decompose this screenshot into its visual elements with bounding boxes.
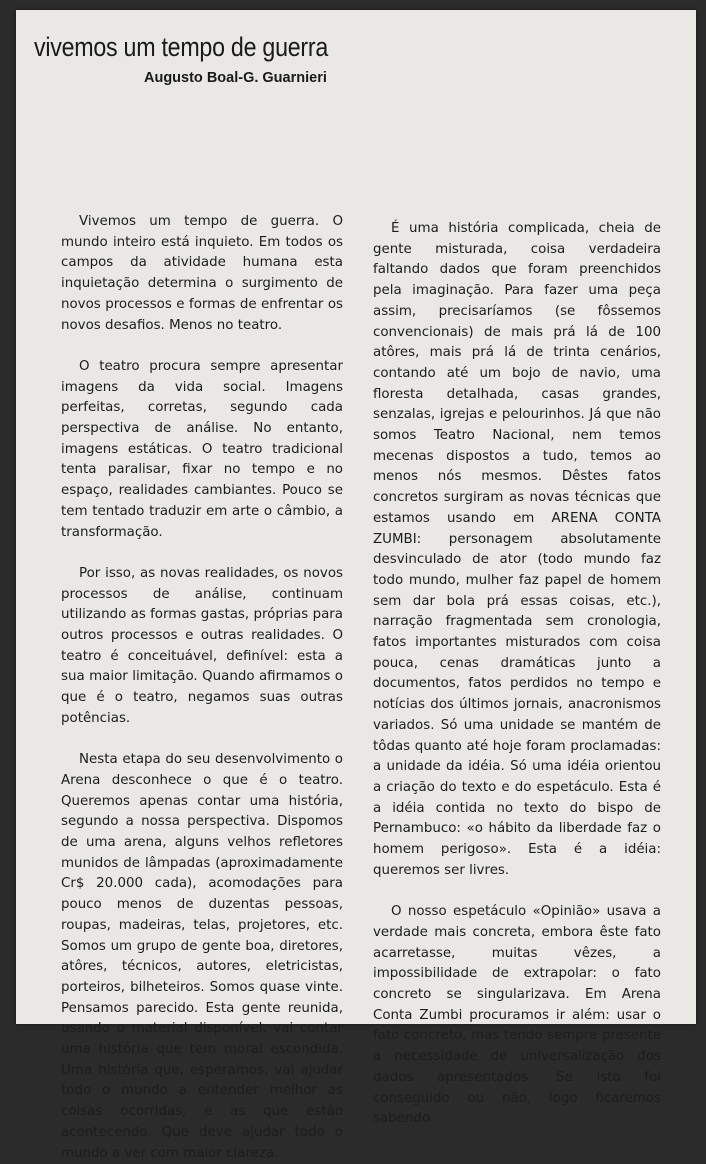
left-column — [61, 212, 343, 1164]
paragraph: O teatro procura sempre apresentar imagens da vida social. Imagens perfeitas, corretas, segundo cada perspectiva de análise. No entanto, imagens estáticas. O teatro tradicional tenta paralisar, fixar no tempo e no espaço, realidades cambiantes. Pouco se tem tentado traduzir em arte o câmbio, a transformação. — [61, 358, 343, 540]
right-column — [373, 219, 661, 1130]
paragraph: Por isso, as novas realidades, os novos processos de análise, continuam utilizando as formas gastas, próprias para outros processos e outras realidades. O teatro é conceituável, definível: esta a sua maior limitação. Quando afirmamos o que é o teatro, negamos suas outras potências. — [61, 565, 343, 726]
paragraph: É uma história complicada, cheia de gente misturada, coisa verdadeira faltando dados que foram preenchidos pela imaginação. Para fazer uma peça assim, precisaríamos (se fôssemos convencionais) de mais prá lá de 100 atôres, mais prá lá de trinta cenários, contando até um bojo de navio, uma floresta detalhada, casas grandes, senzalas, igrejas e pelourinhos. Já que não somos Teatro Nacional, nem temos mecenas dispostos a tudo, temos ao menos nós mesmos. Dêstes fatos concretos surgiram as novas técnicas que estamos usando em ARENA CONTA ZUMBI: personagem absolutamente desvinculado de ator (todo mundo faz todo mundo, mulher faz papel de homem sem dar bola prá essas coisas, etc.), narração fragmentada sem cronologia, fatos importantes misturados com coisa pouca, cenas dramáticas junto a documentos, fatos perdidos no tempo e notícias dos últimos jornais, anacronismos variados. Só uma unidade se mantém de tôdas quanto até hoje foram proclamadas: a unidade da idéia. Só uma idéia orientou a criação do texto e do espetáculo. Esta é a idéia contida no texto do bispo de Pernambuco: «o hábito da liberdade faz o homem perigoso». Esta é a idéia: queremos ser livres. — [373, 221, 661, 878]
paragraph: O nosso espetáculo «Opinião» usava a verdade mais concreta, embora êste fato acarretasse, muitas vêzes, a impossibilidade de extrapolar: o fato concreto se singularizava. Em Arena Conta Zumbi procuramos ir além: usar o fato concreto, mas tendo sempre presente a necessidade de universalização dos dados apresentados. Se isto foi conseguido ou não, logo ficaremos sabendo. — [373, 904, 661, 1127]
article-author: Augusto Boal-G. Guarnieri — [144, 70, 327, 86]
paragraph: Vivemos um tempo de guerra. O mundo inteiro está inquieto. Em todos os campos da atividade humana esta inquietação determina o surgimento de novos processos e formas de enfrentar os novos desafios. Menos no teatro. — [61, 214, 343, 333]
paragraph: Nesta etapa do seu desenvolvimento o Arena desconhece o que é o teatro. Queremos apenas contar uma história, segundo a nossa perspectiva. Dispomos de uma arena, alguns velhos refletores munidos de lâmpadas (aproximadamente Cr$ 20.000 cada), acomodações para pouco menos de duzentas pessoas, roupas, madeiras, telas, projetores, etc. Somos um grupo de gente boa, diretores, atôres, técnicos, autores, eletricistas, porteiros, bilheteiros. Somos quase vinte. Pensamos parecido. Esta gente reunida, usando o material disponível, vai contar uma história que tem moral escondida. Uma história que, esperamos, vai ajudar todo o mundo a entender melhor as coisas ocorridas, e as que estão acontecendo. Que deve ajudar todo o mundo a ver com maior clareza. — [61, 752, 343, 1161]
magazine-page — [16, 10, 696, 1161]
article-title: vivemos um tempo de guerra — [34, 32, 328, 62]
